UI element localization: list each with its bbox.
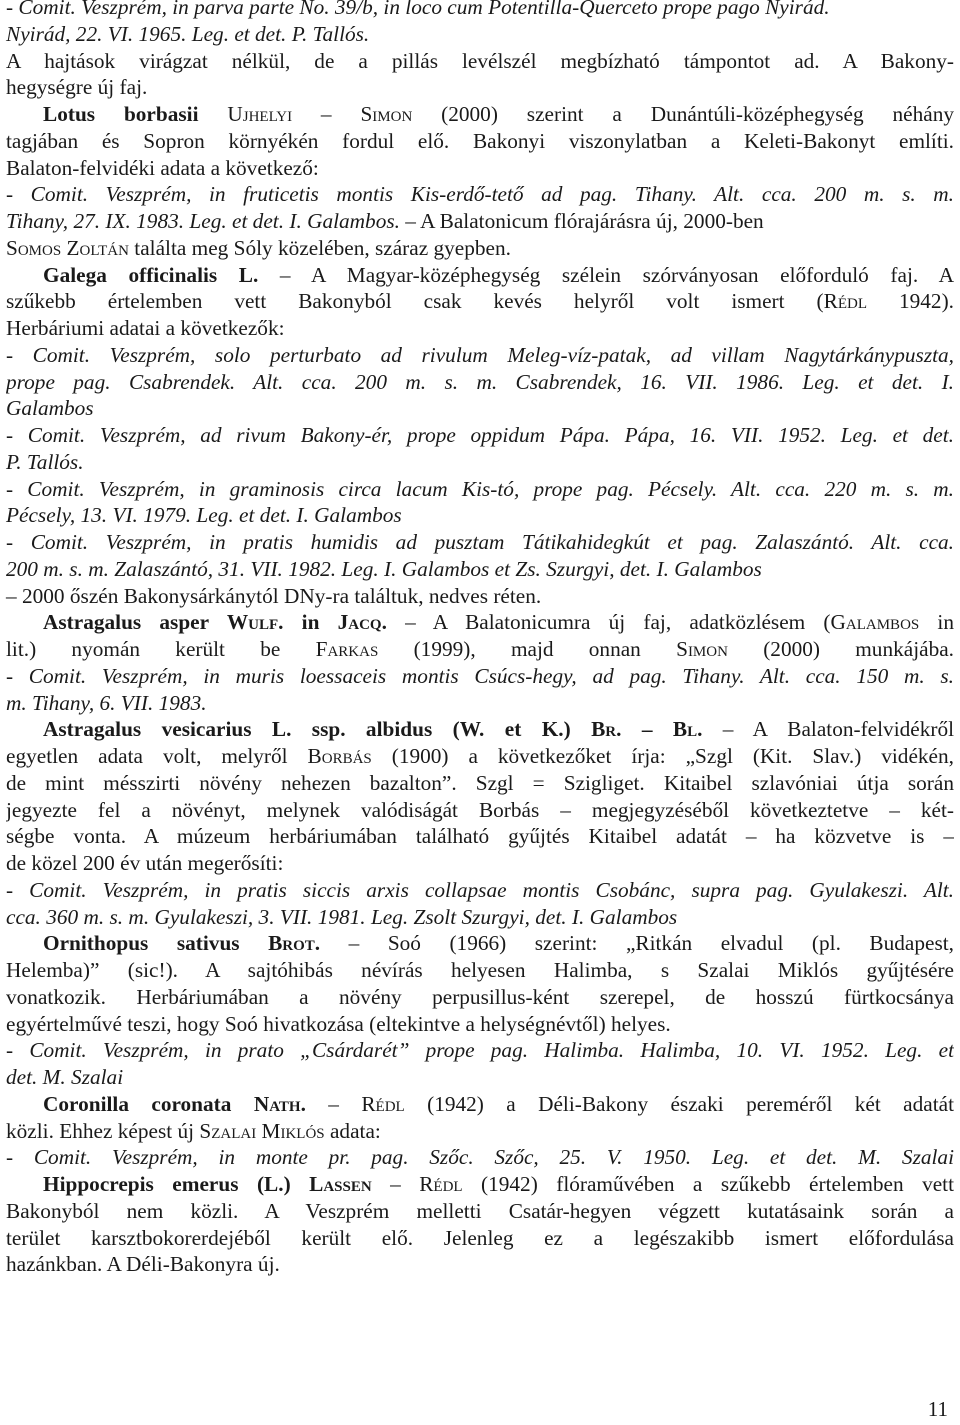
text-line <box>6 1171 954 1198</box>
text-line <box>6 877 954 904</box>
text-run: Lassen <box>309 1172 372 1196</box>
text-run: de közel 200 év után megerősíti: <box>6 851 284 875</box>
text-run: (1999), majd onnan <box>378 637 677 661</box>
text-run: - <box>6 0 19 19</box>
text-run: Tihany, 27. IX. 1983. Leg. et det. I. Galambos. <box>6 209 400 233</box>
text-run: – Soó (1966) szerint: „Ritkán elvadul (pl. Budapest, <box>320 931 954 956</box>
text-run: Jacq. <box>337 610 387 635</box>
text-line <box>6 690 954 717</box>
text-line <box>6 342 954 369</box>
text-run: Comit. Veszprém, in prato „Csárdarét” prope pag. Halimba. Halimba, 10. VI. 1952. Leg. et <box>29 1038 954 1063</box>
text-run: ) <box>563 717 592 742</box>
text-run: Somos Zoltán <box>6 235 129 260</box>
text-run: Br. <box>591 717 622 742</box>
text-run: det. M. Szalai <box>6 1065 124 1089</box>
text-run: Ornithopus sativus <box>43 931 269 956</box>
text-line <box>6 1011 954 1038</box>
text-run: Szalai Miklós <box>199 1118 325 1143</box>
text-line <box>6 21 954 48</box>
text-run: (2000) szerint a Dunántúli-középhegység néhány <box>412 102 954 126</box>
text-run: - <box>6 423 28 447</box>
text-run: – <box>305 1091 362 1116</box>
text-run: - <box>6 663 29 688</box>
text-run: Comit. Veszprém, solo perturbato ad rivulum Meleg-víz-patak, ad villam Nagytárkánypuszta, <box>32 342 954 367</box>
text-run: Herbáriumi adatai a következők: <box>6 316 285 340</box>
text-line <box>6 315 954 342</box>
text-line <box>6 288 954 315</box>
text-run: Bakonyból nem közli. A Veszprém melletti Csatár-hegyen végzett kutatásaink során a <box>6 1198 954 1223</box>
text-run: – <box>371 1172 420 1196</box>
text-run: - <box>6 877 30 902</box>
text-run: Hippocrepis emerus (L.) <box>43 1172 310 1196</box>
text-run: Simon <box>676 637 728 661</box>
text-run: Borbás <box>307 744 372 768</box>
text-line <box>6 663 954 690</box>
text-line <box>6 904 954 931</box>
text-run: Astragalus asper <box>43 610 227 635</box>
text-run: jegyezte fel a növényt, melynek valódiságát Borbás – megjegyzéséből következtetve – két- <box>6 797 954 822</box>
text-line <box>6 476 954 503</box>
text-run: 1942). <box>867 289 954 314</box>
text-line <box>6 957 954 984</box>
text-run: - <box>6 1145 34 1170</box>
text-run: m. Tihany, 6. VII. 1983. <box>6 690 207 715</box>
text-line <box>6 181 954 208</box>
text-line <box>6 984 954 1011</box>
text-run: A hajtások virágzat nélkül, de a pillás levélszél megbízható támpontot ad. A Bakony- <box>6 48 954 73</box>
text-run: Wulf. <box>226 610 284 635</box>
text-line <box>6 1251 954 1278</box>
text-run: Comit. Veszprém, in muris loessaceis montis Csúcs-hegy, ad pag. Tihany. Alt. cca. 150 m. s. <box>28 663 954 688</box>
text-run: vonatkozik. Herbáriumában a növény perpusillus-ként szerepel, de hosszú fürtkocsánya <box>6 984 954 1009</box>
text-run: Comit. Veszprém, in pratis siccis arxis collapsae montis Csobánc, supra pag. Gyulakeszi. Alt. <box>29 877 954 902</box>
text-run: Galambos <box>830 610 920 635</box>
text-run: Comit. Veszprém, ad rivum Bakony-ér, prope oppidum Pápa. Pápa, 16. VII. 1952. Leg. et det. <box>27 423 954 447</box>
text-run: 200 m. s. m. Zalaszántó, 31. VII. 1982. Leg. I. Galambos et Zs. Szurgyi, det. I. Galambos <box>6 556 762 581</box>
text-run: Bl. <box>672 717 703 742</box>
text-run: Coronilla coronata <box>43 1091 254 1116</box>
text-run: – 2000 őszén Bakonysárkánytól DNy-ra találtuk, nedves réten. <box>6 583 542 608</box>
text-line <box>6 797 954 824</box>
text-run: - <box>6 1038 30 1063</box>
text-run: in <box>283 610 338 635</box>
text-line <box>6 369 954 396</box>
text-line <box>6 1118 954 1145</box>
text-run: - <box>6 182 31 207</box>
text-run: Comit. Veszprém, in parva parte No. 39/b, in loco cum Potentilla-Querceto prope pago Nyirád. <box>18 0 830 19</box>
text-run: (2000) munkájába. <box>727 637 954 661</box>
text-run: hazánkban. A Déli-Bakonyra új. <box>6 1252 280 1277</box>
text-run: Simon <box>360 102 413 126</box>
text-line <box>6 155 954 182</box>
text-line <box>6 101 954 128</box>
text-line <box>6 395 954 422</box>
text-run: közli. Ehhez képest új <box>6 1118 200 1143</box>
text-line <box>6 208 954 235</box>
text-run: ségbe vonta. A múzeum herbáriumában található gyűjtés Kitaibel adatát – ha közvetve is – <box>6 824 954 849</box>
text-run: egyetlen adata volt, melyről <box>6 744 308 768</box>
text-line <box>6 74 954 101</box>
text-line <box>6 583 954 610</box>
text-run: tagjában és Sopron környékén fordul elő. Bakonyi viszonylatban a Keleti-Bakonyt említi. <box>6 128 954 153</box>
text-line <box>6 1064 954 1091</box>
text-run: Rédl <box>361 1091 405 1116</box>
text-line <box>6 930 954 957</box>
text-run: (1900) a következőket írja: „Szgl (Kit. Slav.) vidékén, <box>371 744 954 768</box>
document-page <box>6 0 954 1278</box>
text-run: - <box>6 342 33 367</box>
text-run: Comit. Veszprém, in monte pr. pag. Szőc. Szőc, 25. V. 1950. Leg. et det. M. Szalai <box>33 1145 954 1170</box>
text-run: Astragalus vesicarius <box>43 717 272 742</box>
text-run: prope pag. Csabrendek. Alt. cca. 200 m. s. m. Csabrendek, 16. VII. 1986. Leg. et det. I. <box>6 369 954 394</box>
text-run: – A Balatonicumra új faj, adatközlésem ( <box>386 610 831 635</box>
text-run: de mint mésszirti növény nehezen bazalton”. Szgl = Szigliget. Kitaibel szlavóniai útja során <box>6 770 954 795</box>
text-run: W. et K. <box>459 717 564 742</box>
text-run: lit.) nyomán került be <box>6 637 316 661</box>
text-run: terület karsztbokorerdejéből került elő. Jelenleg ez a legészakibb ismert előfordulása <box>6 1225 954 1250</box>
text-run: - <box>6 476 28 501</box>
text-run: (1942) flóraművében a szűkebb értelemben vett <box>462 1172 954 1196</box>
text-line <box>6 0 954 21</box>
text-run: Rédl <box>419 1172 463 1196</box>
text-run: L. ssp. albidus ( <box>271 717 460 742</box>
text-line <box>6 449 954 476</box>
text-line <box>6 422 954 449</box>
text-line <box>6 1225 954 1252</box>
text-line <box>6 262 954 289</box>
text-run: – A Balatonicum flórajárásra új, 2000-ben <box>399 209 764 233</box>
text-line <box>6 823 954 850</box>
text-run: cca. 360 m. s. m. Gyulakeszi, 3. VII. 1981. Leg. Zsolt Szurgyi, det. I. Galambos <box>6 904 678 929</box>
text-run: P. Tallós. <box>6 449 84 474</box>
text-run: szűkebb értelemben vett Bakonyból csak kevés helyről volt ismert ( <box>6 289 824 314</box>
text-run: Balaton-felvidéki adata a következő: <box>6 155 319 180</box>
text-run: adata: <box>324 1118 381 1143</box>
text-run: találta meg Sóly közelében, száraz gyepben. <box>128 235 511 260</box>
text-line <box>6 770 954 797</box>
text-run: Nyirád, 22. VI. 1965. Leg. et det. P. Tallós. <box>6 21 370 46</box>
text-line <box>6 1037 954 1064</box>
text-run: Pécsely, 13. VI. 1979. Leg. et det. I. Galambos <box>6 503 402 528</box>
text-run: – A Magyar-középhegység szélein szórványosan előforduló faj. A <box>258 262 954 287</box>
text-run: in <box>919 610 954 635</box>
text-line <box>6 128 954 155</box>
text-run: Nath. <box>253 1091 306 1116</box>
text-line <box>6 636 954 663</box>
text-line <box>6 1144 954 1171</box>
text-run: – <box>621 717 673 742</box>
page-number: 11 <box>927 1397 948 1421</box>
text-run: – <box>292 102 361 126</box>
text-run: egyértelművé teszi, hogy Soó hivatkozása (eltekintve a helységnévtől) helyes. <box>6 1011 671 1036</box>
text-run: Comit. Veszprém, in pratis humidis ad pusztam Tátikahidegkút et pag. Zalaszántó. Alt. cca. <box>30 530 954 554</box>
text-run: Helemba)” (sic!). A sajtóhibás névírás helyesen Halimba, s Szalai Miklós gyűjtésére <box>6 958 954 982</box>
text-run: Lotus borbasii <box>43 102 228 126</box>
text-line <box>6 716 954 743</box>
text-line <box>6 1198 954 1225</box>
text-line <box>6 1091 954 1118</box>
text-run: hegységre új faj. <box>6 75 148 100</box>
text-line <box>6 235 954 262</box>
text-run: – A Balaton-felvidékről <box>702 717 954 742</box>
text-run: Brot. <box>268 931 321 956</box>
text-line <box>6 48 954 75</box>
text-run: Farkas <box>315 637 379 661</box>
text-run: - <box>6 530 31 554</box>
text-run: Comit. Veszprém, in fruticetis montis Kis-erdő-tető ad pag. Tihany. Alt. cca. 200 m. s. m. <box>30 182 954 207</box>
text-run: Galambos <box>6 396 94 421</box>
text-run: L. <box>238 262 259 287</box>
text-run: Comit. Veszprém, in graminosis circa lacum Kis-tó, prope pag. Pécsely. Alt. cca. 220 m. s. m. <box>27 476 954 501</box>
text-run: Ujhelyi <box>227 102 293 126</box>
text-run: Rédl <box>823 289 867 314</box>
text-line <box>6 529 954 556</box>
text-line <box>6 502 954 529</box>
text-run: (1942) a Déli-Bakony északi pereméről két adatát <box>404 1091 954 1116</box>
text-line <box>6 609 954 636</box>
text-line <box>6 556 954 583</box>
text-line <box>6 743 954 770</box>
text-line <box>6 850 954 877</box>
text-run: Galega officinalis <box>43 262 239 287</box>
